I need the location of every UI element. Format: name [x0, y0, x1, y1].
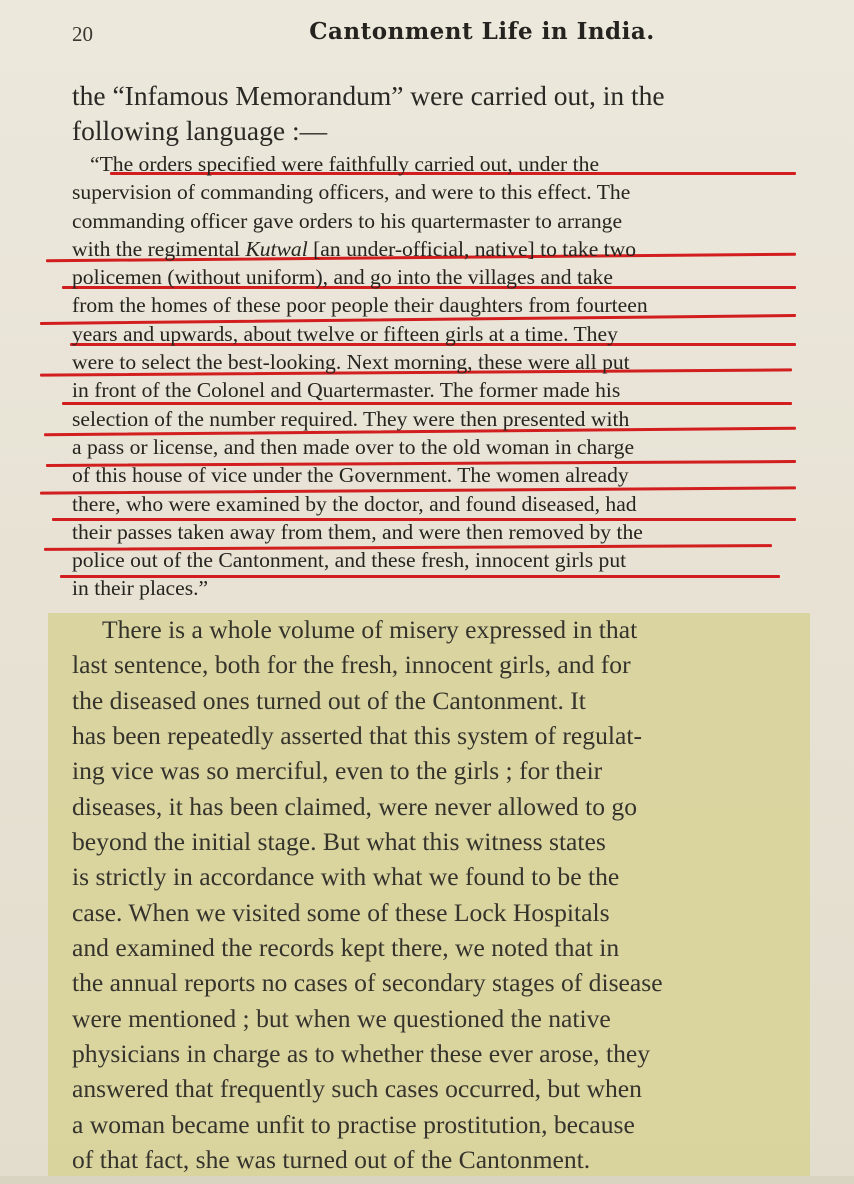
lead-paragraph: [72, 78, 797, 148]
quote-line: supervision of commanding officers, and were to this effect. The: [72, 180, 631, 205]
para-line: is strictly in accordance with what we found to be the: [72, 862, 620, 892]
quote-line: [72, 235, 797, 263]
para-line: the diseased ones turned out of the Cantonment. It: [72, 685, 586, 715]
para-line: and examined the records kept there, we noted that in: [72, 933, 620, 963]
quote-line: there, who were examined by the doctor, and found diseased, had: [72, 491, 637, 516]
quote-text: [an under-official, native] to take two: [307, 236, 637, 261]
para-line: of that fact, she was turned out of the Cantonment.: [72, 1145, 591, 1175]
quote-line: “The orders specified were faithfully carried out, under the: [90, 152, 600, 176]
highlighted-paragraph: [72, 612, 797, 1178]
italic-term: Kutwal: [245, 236, 308, 261]
para-line: diseases, it has been claimed, were never allowed to go: [72, 791, 637, 821]
page-bottom-edge: [0, 1176, 854, 1184]
quote-line: of this house of vice under the Government. The women already: [72, 463, 629, 488]
para-line: last sentence, both for the fresh, innocent girls, and for: [72, 650, 631, 680]
para-line: were mentioned ; but when we questioned the native: [72, 1003, 611, 1033]
running-title: Cantonment Life in India.: [309, 18, 655, 45]
page-number: 20: [72, 22, 93, 46]
quote-line: years and upwards, about twelve or fifteen girls at a time. They: [72, 321, 618, 346]
page-header: [72, 18, 792, 54]
para-line: case. When we visited some of these Lock Hospitals: [72, 897, 610, 927]
lead-line: following language :—: [72, 115, 328, 146]
quote-line: commanding officer gave orders to his quartermaster to arrange: [72, 208, 623, 233]
quoted-passage: [72, 150, 797, 603]
para-line: There is a whole volume of misery expressed in that: [102, 615, 638, 644]
quote-line: police out of the Cantonment, and these fresh, innocent girls put: [72, 548, 627, 573]
quote-line: were to select the best-looking. Next morning, these were all put: [72, 350, 630, 375]
quote-line: their passes taken away from them, and were then removed by the: [72, 519, 643, 544]
quote-line: in front of the Colonel and Quartermaster. The former made his: [72, 378, 621, 403]
para-line: answered that frequently such cases occurred, but when: [72, 1074, 642, 1104]
quote-line: a pass or license, and then made over to the old woman in charge: [72, 434, 635, 459]
quote-line: selection of the number required. They were then presented with: [72, 406, 630, 431]
quote-line: policemen (without uniform), and go into the villages and take: [72, 265, 613, 290]
quote-line: from the homes of these poor people their daughters from fourteen: [72, 293, 648, 318]
lead-line: the “Infamous Memorandum” were carried out, in the: [72, 80, 665, 111]
quote-text: with the regimental: [72, 236, 246, 261]
para-line: the annual reports no cases of secondary stages of disease: [72, 968, 663, 998]
para-line: beyond the initial stage. But what this witness states: [72, 827, 606, 857]
para-line: a woman became unfit to practise prostitution, because: [72, 1109, 635, 1139]
para-line: physicians in charge as to whether these ever arose, they: [72, 1039, 651, 1069]
para-line: has been repeatedly asserted that this system of regulat-: [72, 721, 642, 751]
para-line: ing vice was so merciful, even to the girls ; for their: [72, 756, 603, 786]
quote-line: in their places.”: [72, 576, 209, 601]
